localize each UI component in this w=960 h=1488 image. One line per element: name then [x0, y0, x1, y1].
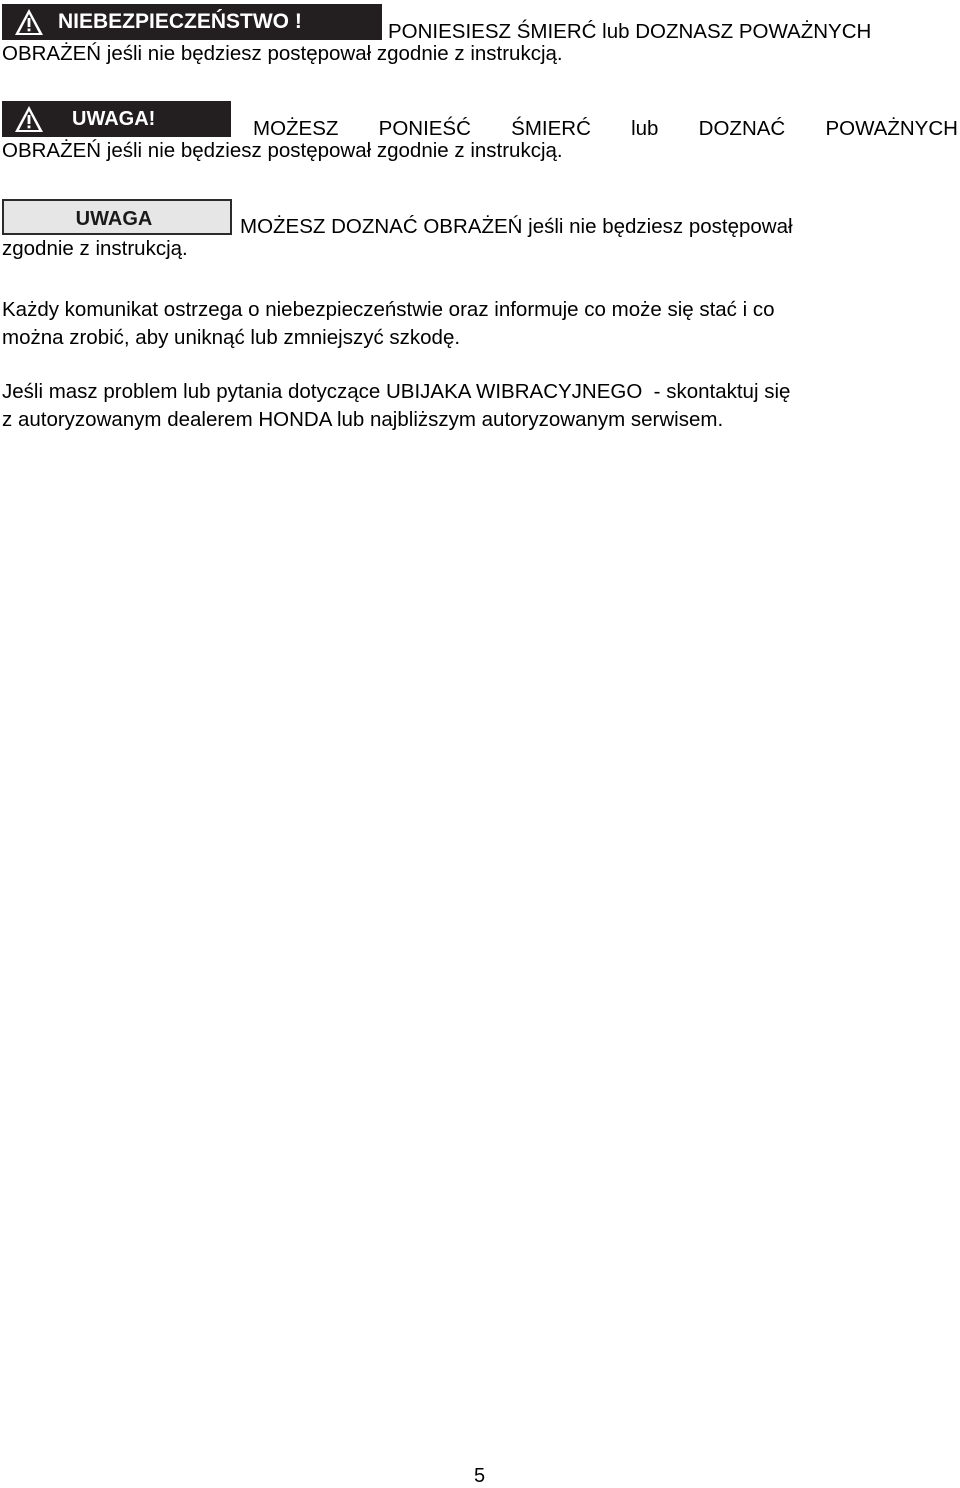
caution-notice — [2, 199, 958, 263]
caution-line-1: MOŻESZ DOZNAĆ OBRAŻEŃ jeśli nie będziesz postępował — [240, 215, 793, 238]
danger-notice — [2, 4, 958, 68]
info-paragraph-line-2: można zrobić, aby uniknąć lub zmniejszyć szkodę. — [2, 326, 461, 349]
caution-badge-label: UWAGA — [75, 208, 153, 230]
danger-line-1: PONIESIESZ ŚMIERĆ lub DOZNASZ POWAŻNYCH — [388, 20, 872, 43]
contact-paragraph-line-1: Jeśli masz problem lub pytania dotyczące UBIJAKA WIBRACYJNEGO - skontaktuj się — [2, 380, 791, 403]
contact-paragraph-line-2: z autoryzowanym dealerem HONDA lub najbliższym autoryzowanym serwisem. — [2, 408, 724, 431]
caution-line-2: zgodnie z instrukcją. — [2, 237, 188, 260]
warning-notice — [2, 101, 958, 165]
warning-line-2: OBRAŻEŃ jeśli nie będziesz postępował zgodnie z instrukcją. — [2, 139, 563, 162]
warning-word: PONIEŚĆ — [378, 117, 471, 140]
danger-line-2: OBRAŻEŃ jeśli nie będziesz postępował zgodnie z instrukcją. — [2, 42, 563, 65]
danger-badge-label: NIEBEZPIECZEŃSTWO ! — [58, 10, 302, 33]
warning-word: POWAŻNYCH — [825, 117, 958, 140]
info-paragraph-line-1: Każdy komunikat ostrzega o niebezpieczeństwie oraz informuje co może się stać i co — [2, 298, 775, 321]
warning-word: lub — [631, 117, 659, 140]
info-paragraph — [2, 296, 958, 352]
caution-badge — [2, 199, 232, 235]
warning-badge — [2, 101, 231, 137]
warning-badge-label: UWAGA! — [72, 108, 156, 130]
warning-word: DOZNAĆ — [698, 117, 786, 140]
danger-badge — [2, 4, 382, 40]
warning-triangle-icon — [14, 104, 44, 134]
contact-paragraph — [2, 378, 958, 434]
warning-word: MOŻESZ — [253, 117, 339, 140]
warning-word: ŚMIERĆ — [511, 117, 591, 140]
warning-triangle-icon — [14, 7, 44, 37]
page-number: 5 — [474, 1465, 486, 1487]
